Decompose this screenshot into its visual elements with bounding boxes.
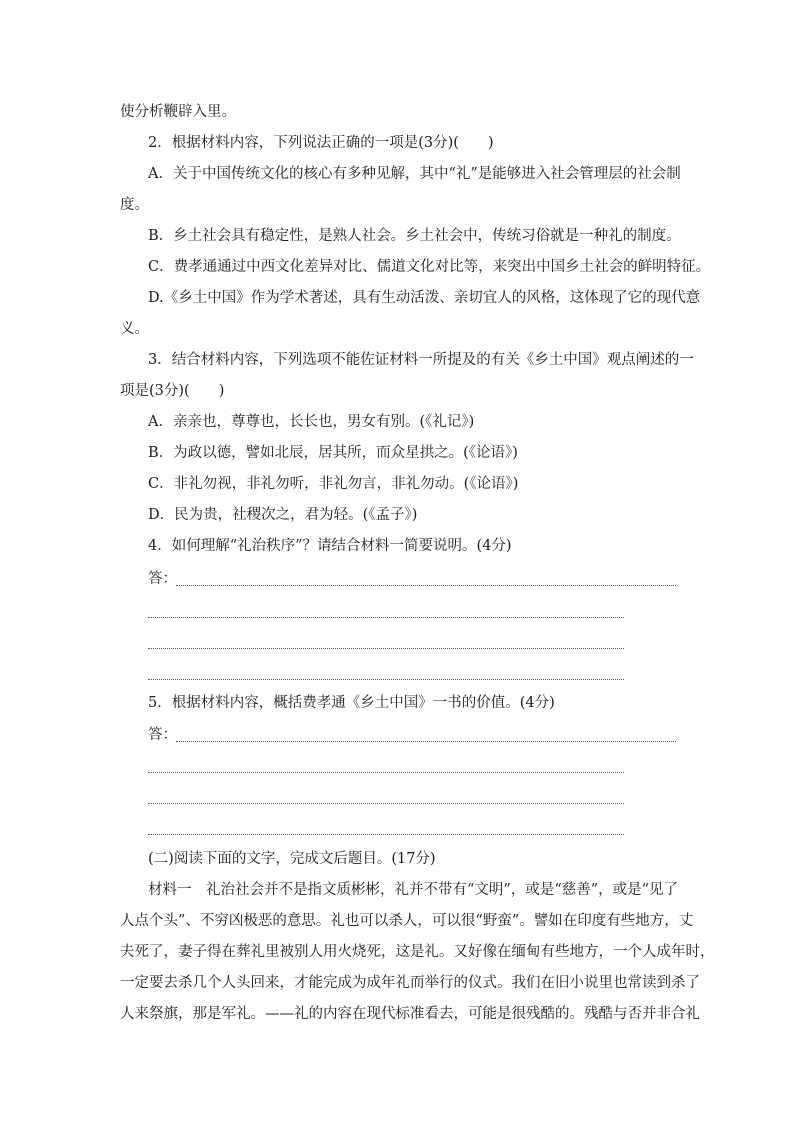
answer-line (176, 741, 676, 742)
answer-line[interactable] (148, 772, 624, 773)
answer-line[interactable] (148, 679, 624, 680)
material-paragraph-line: 人来祭旗，那是军礼。——礼的内容在现代标准看去，可能是很残酷的。残酷与否并非合礼 (120, 1006, 700, 1022)
q3-option-d: D．民为贵，社稷次之，君为轻。(《孟子》) (148, 507, 418, 523)
q5-answer-area[interactable] (148, 725, 676, 745)
answer-line[interactable] (148, 648, 624, 649)
answer-line[interactable] (148, 834, 624, 835)
q3-option-c: C．非礼勿视，非礼勿听，非礼勿言，非礼勿动。(《论语》) (148, 476, 519, 492)
question-2: 2．根据材料内容，下列说法正确的一项是(3分)( ) (148, 135, 494, 151)
section-heading: (二)阅读下面的文字，完成文后题目。(17分) (148, 851, 436, 867)
material-paragraph-line: 材料一 礼治社会并不是指文质彬彬，礼并不带有“文明”，或是“慈善”，或是“见了 (148, 882, 679, 898)
q2-option-d: D.《乡土中国》作为学术著述，具有生动活泼、亲切宜人的风格，这体现了它的现代意 (148, 290, 701, 306)
answer-line (176, 585, 676, 586)
q2-option-a: A．关于中国传统文化的核心有多种见解，其中“礼”是能够进入社会管理层的社会制 (148, 166, 681, 182)
answer-label: 答： (148, 727, 177, 743)
q3-option-b: B．为政以德，譬如北辰，居其所，而众星拱之。(《论语》) (148, 445, 518, 461)
question-3: 3．结合材料内容，下列选项不能佐证材料一所提及的有关《乡土中国》观点阐述的一 (148, 352, 694, 368)
q2-option-a-cont: 度。 (120, 197, 149, 213)
q2-option-d-cont: 义。 (120, 321, 149, 337)
answer-line[interactable] (148, 617, 624, 618)
question-4: 4．如何理解“礼治秩序”？请结合材料一简要说明。(4分) (148, 538, 512, 554)
question-3-cont: 项是(3分)( ) (120, 383, 225, 399)
q3-option-a: A．亲亲也，尊尊也，长长也，男女有别。(《礼记》) (148, 414, 475, 430)
q2-option-c: C．费孝通通过中西文化差异对比、儒道文化对比等，来突出中国乡土社会的鲜明特征。 (148, 259, 711, 275)
answer-label: 答： (148, 571, 177, 587)
question-5: 5．根据材料内容，概括费孝通《乡土中国》一书的价值。(4分) (148, 695, 555, 711)
material-paragraph-line: 一定要去杀几个人头回来，才能完成为成年礼而举行的仪式。我们在旧小说里也常读到杀了 (120, 975, 700, 991)
material-paragraph-line: 人点个头”、不穷凶极恶的意思。礼也可以杀人，可以很“野蛮”。譬如在印度有些地方，丈 (120, 913, 694, 929)
q2-option-b: B．乡土社会具有稳定性，是熟人社会。乡土社会中，传统习俗就是一种礼的制度。 (148, 228, 681, 244)
material-paragraph-line: 夫死了，妻子得在葬礼里被别人用火烧死，这是礼。又好像在缅甸有些地方，一个人成年时， (120, 944, 715, 960)
text-line-continuation: 使分析鞭辟入里。 (120, 104, 236, 120)
answer-line[interactable] (148, 803, 624, 804)
q4-answer-area[interactable] (148, 569, 676, 589)
